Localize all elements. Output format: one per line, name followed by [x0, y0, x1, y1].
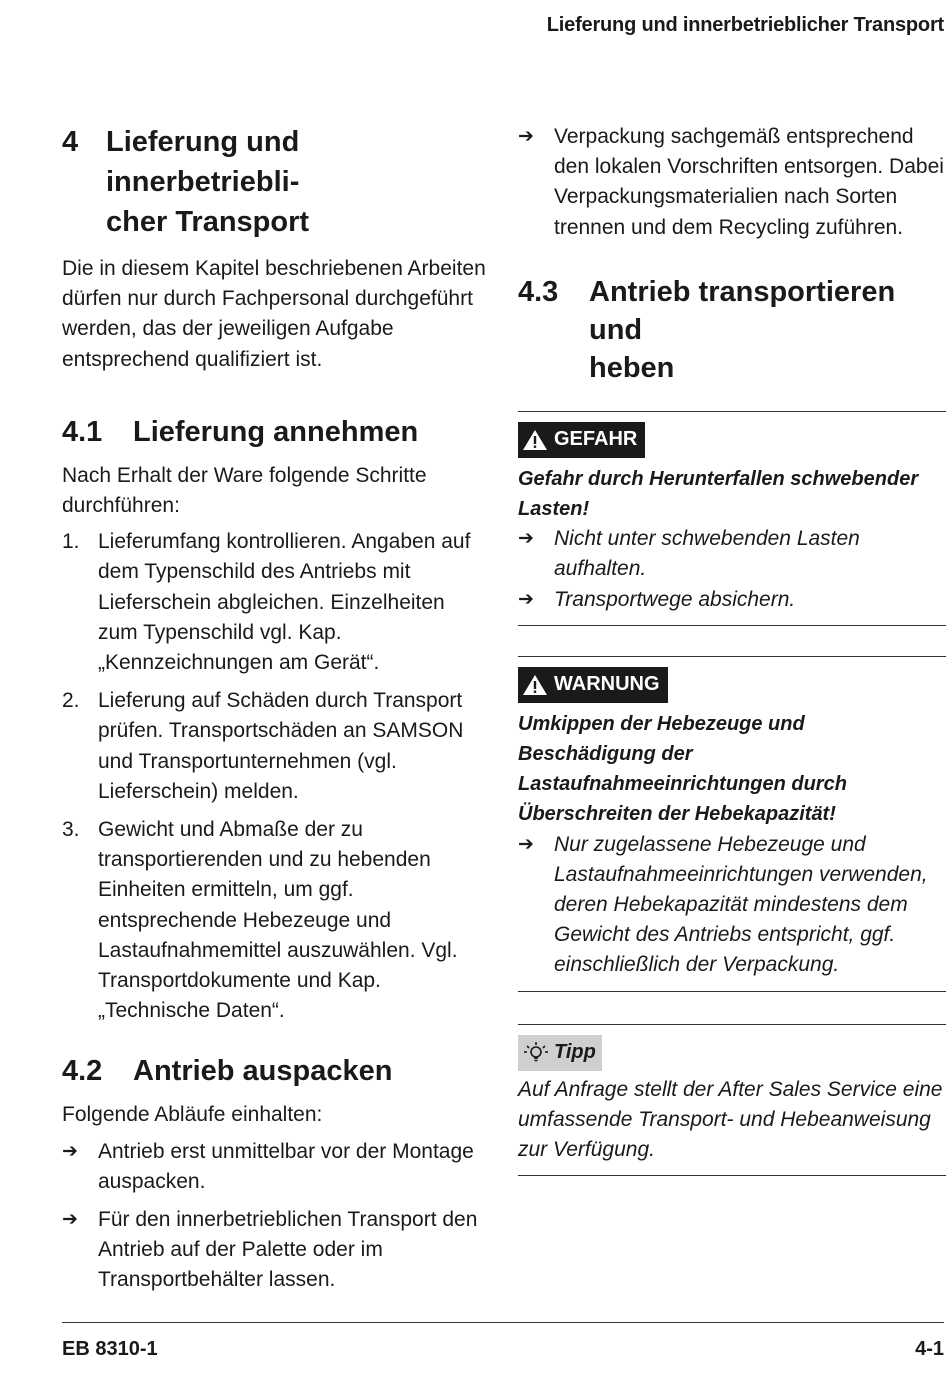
- section-heading-4-3: [518, 273, 946, 387]
- section-heading-4-2: [62, 1052, 490, 1090]
- warning-label: WARNUNG: [554, 673, 660, 696]
- section-title: [589, 273, 946, 387]
- running-header: Lieferung und innerbetrieblicher Transport: [546, 14, 944, 36]
- lightbulb-icon: [522, 1041, 550, 1065]
- list-item: [518, 830, 946, 981]
- list-item: [62, 815, 490, 1026]
- right-column: [518, 122, 946, 1176]
- section-title-line2: heben: [589, 351, 675, 384]
- section-intro: Folgende Abläufe einhalten:: [62, 1103, 323, 1127]
- left-column: [62, 122, 490, 1304]
- list-item: [62, 686, 490, 807]
- arrow-list: [518, 830, 946, 981]
- chapter-number: 4: [62, 126, 79, 158]
- list-item: [62, 1137, 490, 1197]
- arrow-right-icon: ➔: [518, 528, 534, 550]
- list-item: [62, 1205, 490, 1296]
- tip-badge: [518, 1035, 602, 1071]
- section-title-line1: Antrieb transportieren und: [589, 275, 896, 346]
- warning-triangle-icon: [522, 674, 548, 696]
- section-number: 4.3: [518, 275, 559, 308]
- chapter-intro: Die in diesem Kapitel beschriebenen Arbeiten dürfen nur durch Fachpersonal durchgeführt werden, das der jeweiligen Aufgabe entsprechend qualifiziert ist.: [62, 257, 486, 371]
- section-intro: Nach Erhalt der Ware folgende Schritte durchführen:: [62, 463, 427, 518]
- footer-divider: [62, 1322, 944, 1323]
- tip-label: Tipp: [554, 1041, 596, 1064]
- list-item: [518, 524, 946, 584]
- arrow-right-icon: ➔: [518, 588, 534, 610]
- warning-lead: Umkippen der Hebezeuge und Beschädigung der Lastaufnahmeeinrichtungen durch Überschreiten der Hebekapazität!: [518, 712, 847, 826]
- section-number: 4.1: [62, 415, 103, 448]
- chapter-title: [106, 122, 490, 242]
- danger-lead: Gefahr durch Herunterfallen schwebender Lasten!: [518, 467, 919, 521]
- step-text: Lieferung auf Schäden durch Transport prüfen. Transportschäden an SAMSON und Transportunternehmen (vgl. Lieferschein) melden.: [98, 689, 464, 803]
- arrow-right-icon: ➔: [518, 126, 534, 147]
- chapter-title-line2: cher Transport: [106, 206, 310, 238]
- item-text: Für den innerbetrieblichen Transport den Antrieb auf der Palette oder im Transportbehälter lassen.: [98, 1208, 478, 1292]
- list-item: [62, 527, 490, 678]
- section-number: 4.2: [62, 1055, 103, 1088]
- danger-label: GEFAHR: [554, 428, 638, 451]
- warning-triangle-icon: [522, 429, 548, 451]
- arrow-right-icon: ➔: [62, 1209, 78, 1231]
- step-number: 1.: [62, 530, 80, 554]
- item-text: Nicht unter schwebenden Lasten aufhalten.: [554, 527, 860, 581]
- tip-box: [518, 1024, 946, 1177]
- arrow-right-icon: ➔: [518, 833, 534, 855]
- section-heading-4-1: [62, 413, 490, 451]
- page-number: 4-1: [915, 1338, 944, 1360]
- document-id: EB 8310-1: [62, 1338, 158, 1360]
- danger-box: [518, 411, 946, 626]
- tip-text: Auf Anfrage stellt der After Sales Service eine umfassende Transport- und Hebeanweisung zur Verfügung.: [518, 1077, 943, 1162]
- item-text: Nur zugelassene Hebezeuge und Lastaufnahmeeinrichtungen verwenden, deren Hebekapazität mindestens dem Gewicht des Antriebs entspricht, ggf. einschließlich der Verpackung.: [554, 832, 928, 977]
- step-number: 2.: [62, 689, 80, 713]
- section-title: Lieferung annehmen: [133, 415, 419, 448]
- warning-box: [518, 656, 946, 992]
- arrow-list: [518, 122, 946, 243]
- item-text: Verpackung sachgemäß entsprechend den lokalen Vorschriften entsorgen. Dabei Verpackungsmaterialien nach Sorten trennen und dem Recycling zuführen.: [554, 125, 944, 239]
- arrow-right-icon: ➔: [62, 1140, 78, 1162]
- step-text: Lieferumfang kontrollieren. Angaben auf dem Typenschild des Antriebs mit Lieferschein abgleichen. Einzelheiten zum Typenschild vgl. Kap. „Kennzeichnungen am Gerät“.: [98, 530, 471, 675]
- steps-list: [62, 527, 490, 1026]
- list-item: [518, 585, 946, 615]
- danger-badge: [518, 422, 645, 458]
- item-text: Transportwege absichern.: [554, 587, 796, 611]
- arrow-list: [62, 1137, 490, 1296]
- warning-badge: [518, 667, 668, 703]
- item-text: Antrieb erst unmittelbar vor der Montage auspacken.: [98, 1139, 474, 1193]
- list-item: [518, 122, 946, 243]
- chapter-heading: [62, 122, 490, 242]
- arrow-list: [518, 524, 946, 615]
- step-number: 3.: [62, 818, 80, 842]
- chapter-title-line1: Lieferung und innerbetriebli-: [106, 126, 300, 198]
- section-title: Antrieb auspacken: [133, 1055, 393, 1088]
- step-text: Gewicht und Abmaße der zu transportierenden und zu hebenden Einheiten ermitteln, um ggf. entsprechende Hebezeuge und Lastaufnahmemittel auszuwählen. Vgl. Transportdokumente und Kap. „Technische Daten“.: [98, 818, 458, 1023]
